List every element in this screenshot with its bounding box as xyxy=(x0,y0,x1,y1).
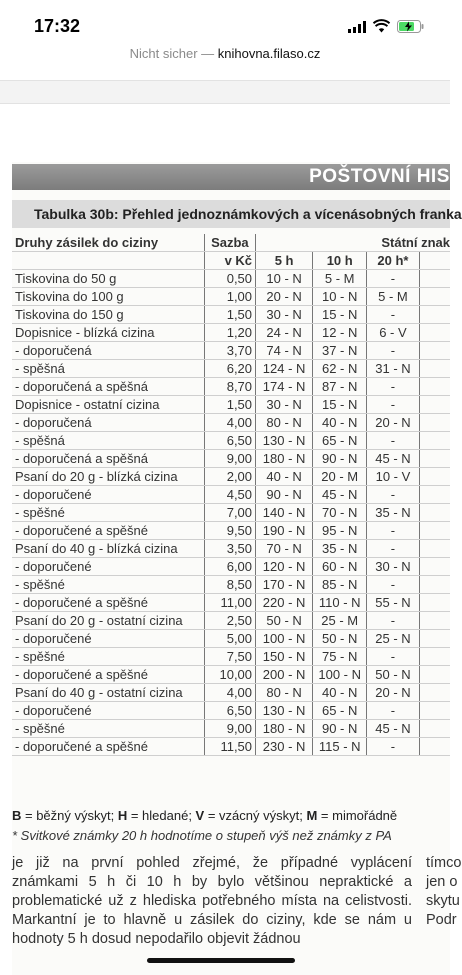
table-row xyxy=(12,666,450,684)
cell-20h: - xyxy=(367,432,420,450)
cell-20h: 55 - N xyxy=(367,594,420,612)
cell-20h: 35 - N xyxy=(367,504,420,522)
cell-next xyxy=(419,666,450,684)
cell-10h: 60 - N xyxy=(313,558,367,576)
cell-next xyxy=(419,396,450,414)
cell-next xyxy=(419,270,450,288)
cell-type: - doporučené xyxy=(12,630,204,648)
cell-type: - spěšná xyxy=(12,432,204,450)
cell-next xyxy=(419,702,450,720)
cell-10h: 50 - N xyxy=(313,630,367,648)
cell-20h: 20 - N xyxy=(367,414,420,432)
cell-5h: 100 - N xyxy=(256,630,313,648)
cell-rate: 3,50 xyxy=(204,540,255,558)
cell-type: - doporučené xyxy=(12,558,204,576)
cell-5h: 140 - N xyxy=(256,504,313,522)
cell-next xyxy=(419,324,450,342)
cell-rate: 4,50 xyxy=(204,486,255,504)
cell-rate: 1,50 xyxy=(204,396,255,414)
cell-20h: 50 - N xyxy=(367,666,420,684)
cell-5h: 130 - N xyxy=(256,702,313,720)
cell-20h: - xyxy=(367,702,420,720)
cell-10h: 62 - N xyxy=(313,360,367,378)
table-row xyxy=(12,306,450,324)
cell-20h: - xyxy=(367,540,420,558)
cell-5h: 30 - N xyxy=(256,396,313,414)
cell-10h: 95 - N xyxy=(313,522,367,540)
cell-5h: 130 - N xyxy=(256,432,313,450)
table-row xyxy=(12,738,450,756)
cell-rate: 8,70 xyxy=(204,378,255,396)
cell-20h: - xyxy=(367,396,420,414)
cell-10h: 40 - N xyxy=(313,684,367,702)
cell-20h: - xyxy=(367,648,420,666)
cell-5h: 200 - N xyxy=(256,666,313,684)
cell-5h: 190 - N xyxy=(256,522,313,540)
cell-20h: - xyxy=(367,306,420,324)
cell-type: Psaní do 40 g - ostatní cizina xyxy=(12,684,204,702)
legend-h-text: = hledané; xyxy=(127,808,196,823)
cell-type: - spěšné xyxy=(12,648,204,666)
cell-5h: 150 - N xyxy=(256,648,313,666)
cell-rate: 2,00 xyxy=(204,468,255,486)
cell-type: - doporučená xyxy=(12,342,204,360)
right-line: jen o xyxy=(426,874,458,890)
cell-20h: - xyxy=(367,522,420,540)
cell-10h: 15 - N xyxy=(313,306,367,324)
not-secure-label: Nicht sicher — xyxy=(129,46,218,61)
table-subheader-row xyxy=(12,252,450,270)
cell-next xyxy=(419,486,450,504)
cell-5h: 24 - N xyxy=(256,324,313,342)
legend-b-text: = běžný výskyt; xyxy=(21,808,118,823)
cell-10h: 70 - N xyxy=(313,504,367,522)
cell-type: - spěšná xyxy=(12,360,204,378)
cell-type: - doporučené a spěšné xyxy=(12,522,204,540)
status-time: 17:32 xyxy=(34,16,81,36)
cell-type: Psaní do 20 g - ostatní cizina xyxy=(12,612,204,630)
cell-10h: 37 - N xyxy=(313,342,367,360)
cell-rate: 8,50 xyxy=(204,576,255,594)
cell-type: - spěšné xyxy=(12,720,204,738)
status-icons xyxy=(348,20,424,33)
cell-next xyxy=(419,594,450,612)
cell-5h: 70 - N xyxy=(256,540,313,558)
legend-m-text: = mimořádně xyxy=(317,808,398,823)
legend-v: V xyxy=(195,808,205,823)
cell-10h: 65 - N xyxy=(313,702,367,720)
cell-5h: 120 - N xyxy=(256,558,313,576)
cell-20h: 45 - N xyxy=(367,720,420,738)
cell-5h: 40 - N xyxy=(256,468,313,486)
cell-10h: 110 - N xyxy=(313,594,367,612)
cell-5h: 20 - N xyxy=(256,288,313,306)
table-row xyxy=(12,630,450,648)
cell-type: - doporučené xyxy=(12,486,204,504)
table-row xyxy=(12,432,450,450)
cell-10h: 35 - N xyxy=(313,540,367,558)
battery-charging-icon xyxy=(397,20,424,33)
cell-next xyxy=(419,414,450,432)
legend-h: H xyxy=(117,808,128,823)
cell-10h: 85 - N xyxy=(313,576,367,594)
cell-20h: - xyxy=(367,270,420,288)
cell-next xyxy=(419,630,450,648)
cell-rate: 4,00 xyxy=(204,414,255,432)
col-next-header xyxy=(419,252,450,270)
table-row xyxy=(12,702,450,720)
cell-type: - doporučená xyxy=(12,414,204,432)
table-row xyxy=(12,414,450,432)
cell-type: - doporučené a spěšné xyxy=(12,666,204,684)
cell-rate: 2,50 xyxy=(204,612,255,630)
cell-type: Tiskovina do 50 g xyxy=(12,270,204,288)
cell-rate: 5,00 xyxy=(204,630,255,648)
cell-20h: 10 - V xyxy=(367,468,420,486)
cell-20h: 20 - N xyxy=(367,684,420,702)
cell-rate: 6,50 xyxy=(204,432,255,450)
cell-10h: 5 - M xyxy=(313,270,367,288)
cell-5h: 124 - N xyxy=(256,360,313,378)
cellular-signal-icon xyxy=(348,21,366,33)
cell-20h: 31 - N xyxy=(367,360,420,378)
table-row xyxy=(12,270,450,288)
table-row xyxy=(12,558,450,576)
address-bar[interactable] xyxy=(0,46,450,74)
table-row xyxy=(12,522,450,540)
cell-next xyxy=(419,684,450,702)
cell-type: - spěšné xyxy=(12,576,204,594)
cell-5h: 220 - N xyxy=(256,594,313,612)
col-type-sub xyxy=(12,252,204,270)
section-header: POŠTOVNÍ HIST xyxy=(309,166,462,187)
cell-10h: 15 - N xyxy=(313,396,367,414)
col-state-header: Státní znak xyxy=(256,234,450,252)
cell-20h: - xyxy=(367,576,420,594)
col-rate-unit: v Kč xyxy=(204,252,255,270)
cell-10h: 20 - M xyxy=(313,468,367,486)
cell-next xyxy=(419,576,450,594)
cell-next xyxy=(419,504,450,522)
cell-rate: 11,00 xyxy=(204,594,255,612)
cell-rate: 6,00 xyxy=(204,558,255,576)
cell-type: - doporučená a spěšná xyxy=(12,450,204,468)
status-bar xyxy=(0,0,450,46)
cell-20h: 6 - V xyxy=(367,324,420,342)
cell-5h: 230 - N xyxy=(256,738,313,756)
franking-table xyxy=(12,234,450,756)
cell-next xyxy=(419,360,450,378)
url-domain: knihovna.filaso.cz xyxy=(217,46,321,61)
cell-next xyxy=(419,450,450,468)
col-type-header: Druhy zásilek do ciziny xyxy=(12,234,204,252)
cell-next xyxy=(419,738,450,756)
footnote: * Svitkové známky 20 h hodnotíme o stupeň výš než známky z PA xyxy=(12,828,392,843)
cell-next xyxy=(419,648,450,666)
cell-20h: - xyxy=(367,738,420,756)
cell-next xyxy=(419,378,450,396)
table-row xyxy=(12,342,450,360)
table-row xyxy=(12,396,450,414)
cell-5h: 180 - N xyxy=(256,450,313,468)
table-body xyxy=(12,270,450,756)
table-title: Tabulka 30b: Přehled jednoznámkových a vícenásobných franka xyxy=(34,206,462,222)
cell-5h: 90 - N xyxy=(256,486,313,504)
cell-rate: 1,20 xyxy=(204,324,255,342)
cell-next xyxy=(419,468,450,486)
right-line: Podr xyxy=(426,912,457,928)
table-row xyxy=(12,360,450,378)
cell-next xyxy=(419,342,450,360)
col-rate-header: Sazba xyxy=(204,234,255,252)
cell-rate: 1,00 xyxy=(204,288,255,306)
cell-10h: 10 - N xyxy=(313,288,367,306)
cell-10h: 12 - N xyxy=(313,324,367,342)
cell-20h: - xyxy=(367,342,420,360)
cell-next xyxy=(419,306,450,324)
cell-rate: 6,20 xyxy=(204,360,255,378)
cell-5h: 180 - N xyxy=(256,720,313,738)
cell-rate: 3,70 xyxy=(204,342,255,360)
cell-type: - doporučená a spěšná xyxy=(12,378,204,396)
cell-20h: - xyxy=(367,612,420,630)
cell-10h: 65 - N xyxy=(313,432,367,450)
table-row xyxy=(12,504,450,522)
cell-rate: 10,00 xyxy=(204,666,255,684)
cell-type: - spěšné xyxy=(12,504,204,522)
section-header-bar xyxy=(12,164,462,190)
cell-10h: 90 - N xyxy=(313,450,367,468)
cell-5h: 50 - N xyxy=(256,612,313,630)
cell-type: Tiskovina do 150 g xyxy=(12,306,204,324)
table-row xyxy=(12,540,450,558)
cell-rate: 7,00 xyxy=(204,504,255,522)
cell-5h: 170 - N xyxy=(256,576,313,594)
cell-type: Psaní do 40 g - blízká cizina xyxy=(12,540,204,558)
cell-type: - doporučené xyxy=(12,702,204,720)
home-indicator[interactable] xyxy=(147,958,295,963)
table-header-row xyxy=(12,234,450,252)
cell-10h: 90 - N xyxy=(313,720,367,738)
table-row xyxy=(12,684,450,702)
table-row xyxy=(12,648,450,666)
right-line: skytu xyxy=(426,893,460,909)
col-10h-header: 10 h xyxy=(313,252,367,270)
cell-5h: 174 - N xyxy=(256,378,313,396)
legend-b: B xyxy=(12,808,22,823)
cell-20h: - xyxy=(367,486,420,504)
cell-rate: 9,00 xyxy=(204,720,255,738)
col-20h-header: 20 h* xyxy=(367,252,420,270)
table-row xyxy=(12,720,450,738)
legend xyxy=(12,808,397,823)
cell-5h: 74 - N xyxy=(256,342,313,360)
cell-type: Psaní do 20 g - blízká cizina xyxy=(12,468,204,486)
legend-v-text: = vzácný výskyt; xyxy=(204,808,307,823)
cell-rate: 9,00 xyxy=(204,450,255,468)
toolbar-band xyxy=(0,80,450,104)
cell-type: - doporučené a spěšné xyxy=(12,594,204,612)
wifi-icon xyxy=(373,20,390,33)
legend-m: M xyxy=(306,808,318,823)
table-row xyxy=(12,450,450,468)
table-row xyxy=(12,468,450,486)
cell-next xyxy=(419,288,450,306)
cell-rate: 1,50 xyxy=(204,306,255,324)
cell-type: Dopisnice - ostatní cizina xyxy=(12,396,204,414)
table-row xyxy=(12,594,450,612)
cell-rate: 6,50 xyxy=(204,702,255,720)
cell-10h: 100 - N xyxy=(313,666,367,684)
body-text xyxy=(12,854,412,949)
cell-20h: 25 - N xyxy=(367,630,420,648)
table-row xyxy=(12,378,450,396)
cell-10h: 87 - N xyxy=(313,378,367,396)
cell-20h: 45 - N xyxy=(367,450,420,468)
cell-rate: 7,50 xyxy=(204,648,255,666)
cell-10h: 115 - N xyxy=(313,738,367,756)
cell-rate: 11,50 xyxy=(204,738,255,756)
table-row xyxy=(12,576,450,594)
cell-next xyxy=(419,522,450,540)
cell-20h: - xyxy=(367,378,420,396)
cell-type: Tiskovina do 100 g xyxy=(12,288,204,306)
table-row xyxy=(12,612,450,630)
cell-5h: 80 - N xyxy=(256,684,313,702)
table-row xyxy=(12,324,450,342)
cell-rate: 0,50 xyxy=(204,270,255,288)
cell-10h: 25 - M xyxy=(313,612,367,630)
cell-20h: 5 - M xyxy=(367,288,420,306)
cell-5h: 30 - N xyxy=(256,306,313,324)
cell-10h: 45 - N xyxy=(313,486,367,504)
table-title-bar xyxy=(12,200,462,228)
cell-rate: 4,00 xyxy=(204,684,255,702)
table-row xyxy=(12,288,450,306)
cell-rate: 9,50 xyxy=(204,522,255,540)
cell-type: - doporučené a spěšné xyxy=(12,738,204,756)
cell-10h: 40 - N xyxy=(313,414,367,432)
body-paragraph: je již na první pohled zřejmé, že případné vyplácení známkami 5 h či 10 h by bylo většinou nepraktické a problematické už z hlediska potřebného místa na celistvosti. Markantní je to hlavně u zásilek do ciziny, kde se nám u hodnoty 5 h dosud nepodařilo objevit žádnou xyxy=(12,855,412,947)
cell-20h: 30 - N xyxy=(367,558,420,576)
table-row xyxy=(12,486,450,504)
cell-5h: 10 - N xyxy=(256,270,313,288)
cell-type: Dopisnice - blízká cizina xyxy=(12,324,204,342)
cell-10h: 75 - N xyxy=(313,648,367,666)
cell-next xyxy=(419,540,450,558)
col-5h-header: 5 h xyxy=(256,252,313,270)
cell-next xyxy=(419,432,450,450)
cell-next xyxy=(419,720,450,738)
cell-next xyxy=(419,558,450,576)
document-page xyxy=(12,162,462,975)
cell-5h: 80 - N xyxy=(256,414,313,432)
right-column-text xyxy=(426,854,461,930)
right-line: tímco xyxy=(426,855,462,871)
cell-next xyxy=(419,612,450,630)
